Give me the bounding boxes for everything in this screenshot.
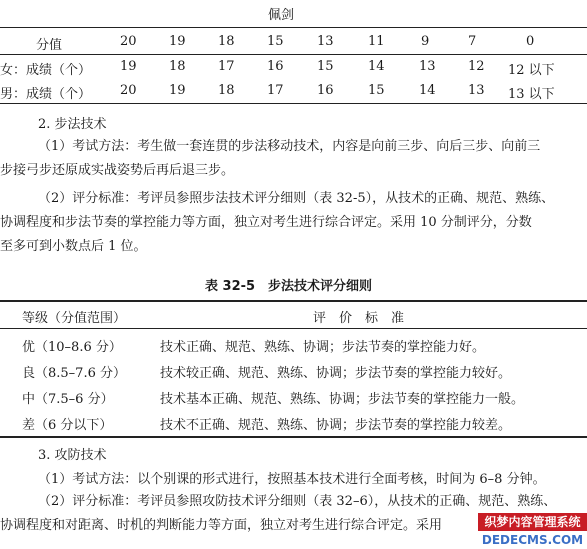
eval-standard: 技术正确、规范、熟练、协调；步法节奏的掌控能力好。 <box>160 340 486 355</box>
score-table-caption: 佩剑 <box>268 8 295 23</box>
eval-table-row <box>0 383 587 409</box>
eval-table-bottom-rule <box>0 436 587 438</box>
score-cell: 13 以下 <box>508 87 555 102</box>
score-header-cell: 18 <box>218 34 235 49</box>
score-header-cell: 20 <box>120 34 137 49</box>
eval-table-row <box>0 331 587 357</box>
score-cell: 19 <box>120 59 137 74</box>
paragraph-line: 协调程度和步法节奏的掌控能力等方面，独立对考生进行综合评定。采用 10 分制评分，分数 <box>0 215 532 230</box>
score-cell: 18 <box>218 83 235 98</box>
watermark-brand-text: 织梦内容管理系统 <box>478 513 587 531</box>
section-2-criteria <box>0 187 587 259</box>
paragraph-line: （2）评分标准：考评员参照步法技术评分细则（表 32-5），从技术的正确、规范、熟练、 <box>38 191 555 206</box>
paragraph-line: 步接弓步还原成实战姿势后再后退三步。 <box>0 163 235 178</box>
paragraph-line: 协调程度和对距离、时机的判断能力等方面，独立对考生进行综合评定。采用 <box>0 518 443 533</box>
score-cell: 17 <box>267 83 284 98</box>
score-row-label: 女：成绩（个） <box>0 63 92 78</box>
score-table-row-male <box>0 80 587 102</box>
paragraph-line: （1）考试方法：考生做一套连贯的步法移动技术，内容是向前三步、向后三步、向前三 <box>38 139 541 154</box>
score-cell: 12 <box>468 59 485 74</box>
section-2-method <box>0 135 587 183</box>
score-cell: 13 <box>419 59 436 74</box>
eval-table-row <box>0 409 587 435</box>
eval-table-row <box>0 357 587 383</box>
score-header-cell: 7 <box>468 34 477 49</box>
eval-header-grade: 等级（分值范围） <box>22 311 127 326</box>
score-header-cell: 19 <box>169 34 186 49</box>
score-table-header-rule <box>0 54 587 55</box>
score-cell: 18 <box>169 59 186 74</box>
eval-standard: 技术不正确、规范、熟练、协调；步法节奏的掌控能力较差。 <box>160 418 512 433</box>
score-cell: 20 <box>120 83 137 98</box>
eval-grade: 优（10–8.6 分） <box>22 340 122 355</box>
score-header-cell: 13 <box>317 34 334 49</box>
score-header-cell: 11 <box>368 34 385 49</box>
score-cell: 19 <box>169 83 186 98</box>
score-table-row-female <box>0 56 587 78</box>
score-header-cell: 0 <box>526 34 535 49</box>
eval-table-caption: 表 32-5 步法技术评分细则 <box>205 279 373 294</box>
score-cell: 15 <box>368 83 385 98</box>
watermark-logo <box>478 511 587 549</box>
eval-standard: 技术基本正确、规范、熟练、协调；步法节奏的掌控能力一般。 <box>160 392 525 407</box>
score-header-cell: 9 <box>421 34 430 49</box>
score-cell: 16 <box>317 83 334 98</box>
paragraph-line: （2）评分标准：考评员参照攻防技术评分细则（表 32–6），从技术的正确、规范、熟练、 <box>38 494 557 509</box>
watermark-url-text: DEDECMS.COM <box>481 533 584 547</box>
score-cell: 17 <box>218 59 235 74</box>
score-cell: 12 以下 <box>508 63 555 78</box>
section-2-heading: 2. 步法技术 <box>38 117 107 132</box>
section-3-method: （1）考试方法：以个别课的形式进行，按照基本技术进行全面考核，时间为 6–8 分钟。 <box>38 472 546 487</box>
eval-table-header-rule <box>0 328 587 329</box>
score-cell: 14 <box>419 83 436 98</box>
score-header-label: 分值 <box>36 38 63 53</box>
score-header-cell: 15 <box>267 34 284 49</box>
score-table-top-rule <box>0 27 587 28</box>
eval-grade: 差（6 分以下） <box>22 418 113 433</box>
score-cell: 16 <box>267 59 284 74</box>
score-row-label: 男：成绩（个） <box>0 87 92 102</box>
eval-grade: 良（8.5–7.6 分） <box>22 366 126 381</box>
eval-grade: 中（7.5–6 分） <box>22 392 114 407</box>
score-cell: 14 <box>368 59 385 74</box>
score-cell: 13 <box>468 83 485 98</box>
score-cell: 15 <box>317 59 334 74</box>
eval-standard: 技术较正确、规范、熟练、协调；步法节奏的掌控能力较好。 <box>160 366 512 381</box>
section-3-heading: 3. 攻防技术 <box>38 448 107 463</box>
paragraph-line: 至多可到小数点后 1 位。 <box>0 239 147 254</box>
eval-header-standard: 评 价 标 准 <box>313 311 405 326</box>
score-table-header-row <box>0 31 587 53</box>
eval-table-header-row <box>0 302 587 328</box>
score-table-bottom-rule <box>0 103 587 104</box>
